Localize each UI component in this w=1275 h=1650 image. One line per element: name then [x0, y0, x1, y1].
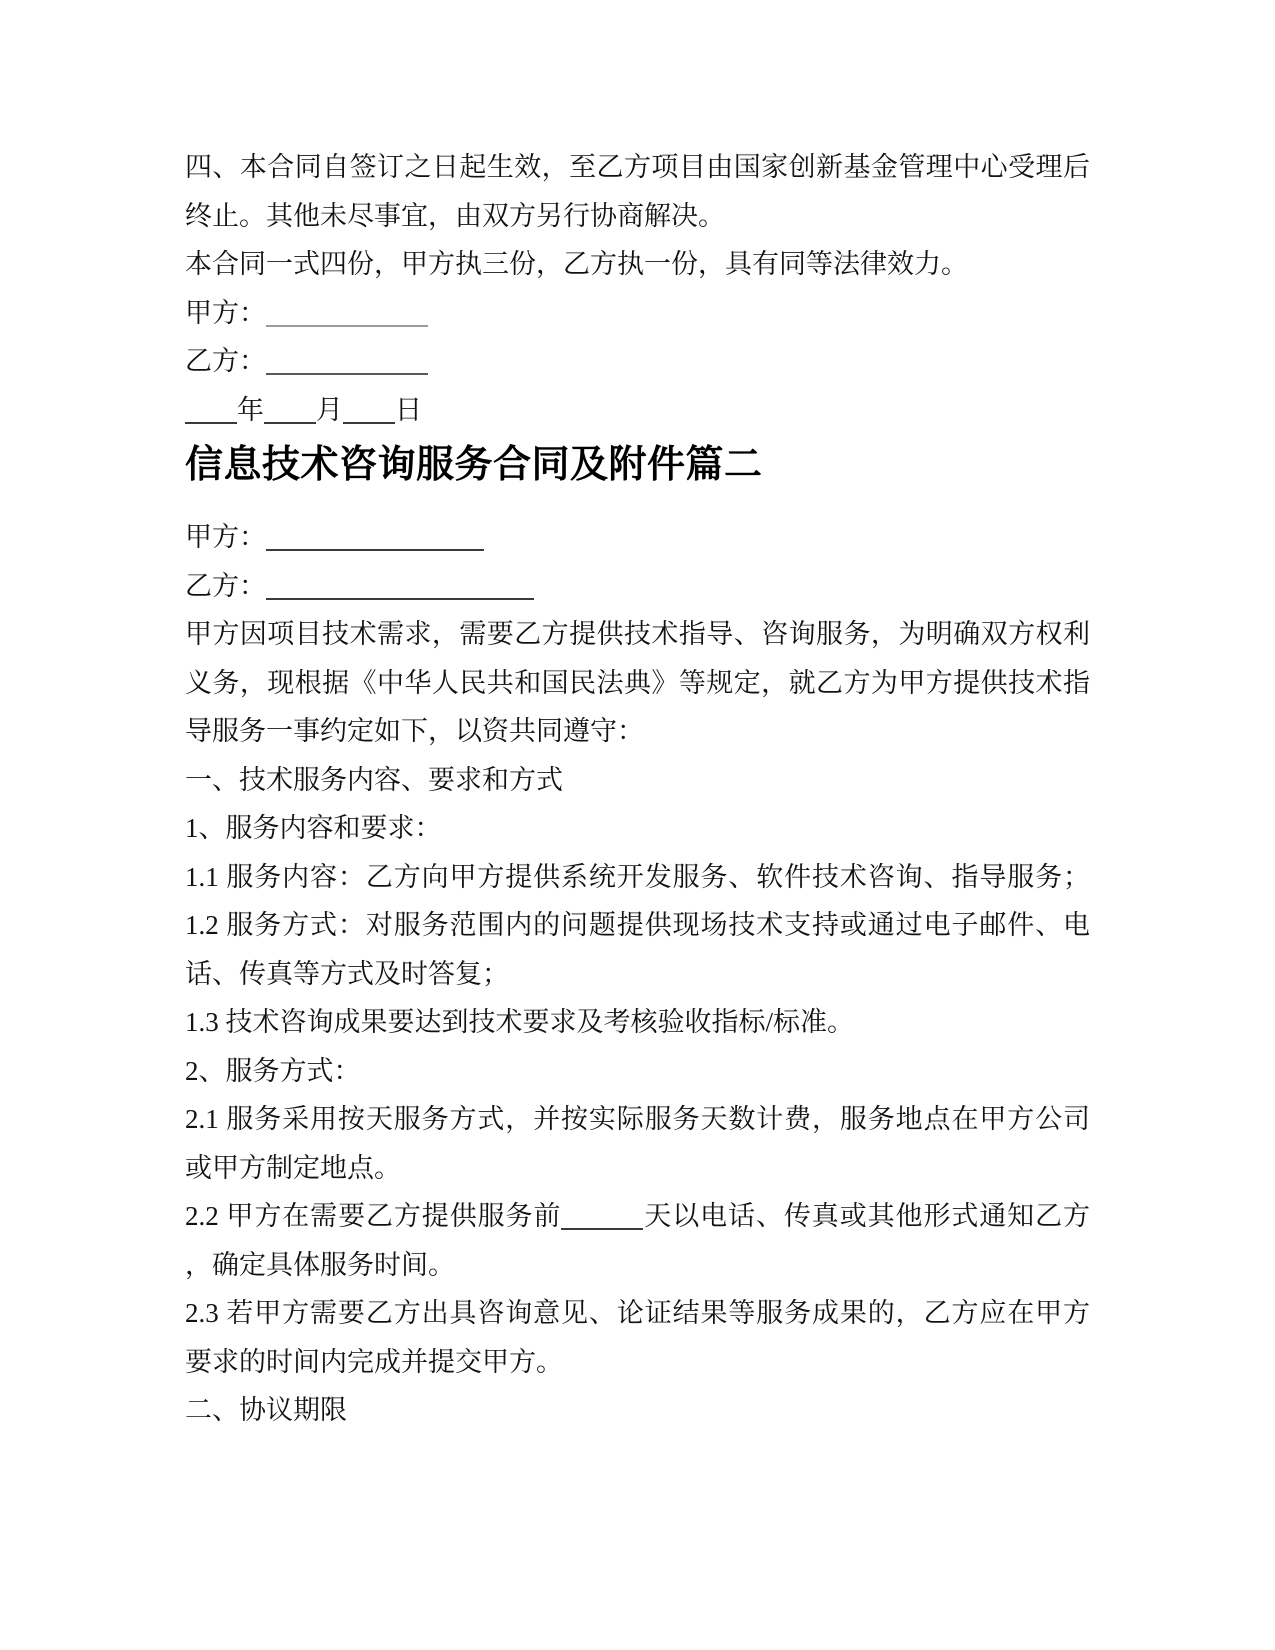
section-1-heading: 一、技术服务内容、要求和方式	[185, 764, 563, 795]
date-day-blank	[343, 395, 395, 424]
party-a-label: 甲方：	[185, 297, 266, 328]
party-b-label: 乙方：	[185, 346, 266, 376]
party-b-label-2: 乙方：	[185, 570, 266, 601]
party-b-blank-2	[266, 571, 534, 600]
clause-1-1-line: 1.1 服务内容：乙方向甲方提供系统开发服务、软件技术咨询、指导服务；	[185, 861, 1090, 892]
clause-1-2-line-1: 1.2 服务方式：对服务范围内的问题提供现场技术支持或通过电子邮件、电	[185, 910, 1090, 940]
clause-four-line-2: 终止。其他未尽事宜，由双方另行协商解决。	[185, 200, 725, 231]
section-2-heading: 二、协议期限	[185, 1395, 347, 1425]
clause-1-3-line: 1.3 技术咨询成果要达到技术要求及考核验收指标/标准。	[185, 1007, 855, 1037]
party-a-name-blank	[266, 298, 428, 327]
date-signature-line	[185, 386, 1090, 435]
party-a-label-2: 甲方：	[185, 522, 266, 552]
service-days-blank	[561, 1201, 643, 1230]
clause-1-2-line-2: 话、传真等方式及时答复；	[185, 958, 509, 989]
preamble-line-2: 义务，现根据《中华人民共和国民法典》等规定，就乙方为甲方提供技术指	[185, 667, 1090, 698]
party-b-name-blank	[266, 346, 428, 375]
clause-1-heading: 1、服务内容和要求：	[185, 813, 442, 843]
party-b-signature-line	[185, 337, 1090, 386]
party-a-blank-2	[266, 522, 484, 551]
copies-clause-line: 本合同一式四份，甲方执三份，乙方执一份，具有同等法律效力。	[185, 249, 968, 279]
date-day-label: 日	[395, 394, 422, 425]
date-year-blank	[185, 395, 237, 424]
clause-2-2-line-2: ，确定具体服务时间。	[185, 1249, 455, 1280]
contract-title: 信息技术咨询服务合同及附件篇二	[185, 444, 763, 486]
clause-2-1-line-1: 2.1 服务采用按天服务方式，并按实际服务天数计费，服务地点在甲方公司	[185, 1104, 1090, 1134]
date-year-label: 年	[237, 394, 264, 425]
clause-2-3-line-1: 2.3 若甲方需要乙方出具咨询意见、论证结果等服务成果的，乙方应在甲方	[185, 1298, 1090, 1328]
party-b-line	[185, 562, 1090, 611]
preamble-line-3: 导服务一事约定如下，以资共同遵守：	[185, 716, 644, 746]
clause-four-line-1: 四、本合同自签订之日起生效，至乙方项目由国家创新基金管理中心受理后	[185, 152, 1090, 182]
clause-2-3-line-2: 要求的时间内完成并提交甲方。	[185, 1346, 563, 1377]
party-a-line	[185, 513, 1090, 562]
date-month-blank	[264, 395, 316, 424]
clause-2-heading: 2、服务方式：	[185, 1055, 361, 1086]
preamble-line-1: 甲方因项目技术需求，需要乙方提供技术指导、咨询服务，为明确双方权利	[185, 619, 1090, 649]
clause-2-1-line-2: 或甲方制定地点。	[185, 1152, 401, 1183]
party-a-signature-line	[185, 289, 1090, 338]
clause-2-2-suffix: 天以电话、传真或其他形式通知乙方	[643, 1201, 1091, 1231]
clause-2-2-line-1	[185, 1192, 1090, 1241]
clause-2-2-prefix: 2.2 甲方在需要乙方提供服务前	[185, 1201, 562, 1231]
date-month-label: 月	[316, 394, 343, 425]
